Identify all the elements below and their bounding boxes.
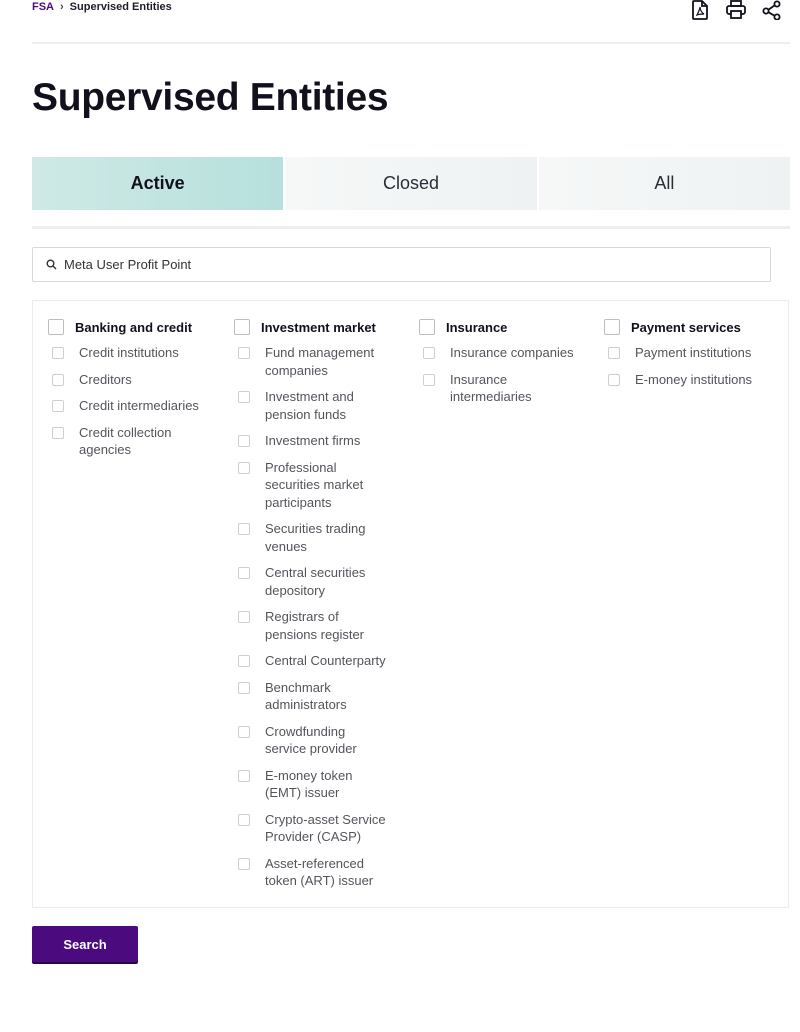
breadcrumb <box>32 0 172 14</box>
checkbox[interactable] <box>238 462 250 474</box>
option-label: Asset-referenced token (ART) issuer <box>265 855 374 888</box>
category-filters <box>32 300 789 908</box>
option-checkbox[interactable] <box>234 767 409 802</box>
option-label: Registrars of pensions register <box>265 609 364 642</box>
option-checkbox[interactable] <box>234 679 409 714</box>
filter-column-investment <box>234 318 409 899</box>
breadcrumb-current: Supervised Entities <box>69 1 172 13</box>
checkbox[interactable] <box>608 374 620 386</box>
checkbox[interactable] <box>238 391 250 403</box>
checkbox[interactable] <box>238 858 250 870</box>
option-checkbox[interactable] <box>234 388 409 423</box>
search-box <box>32 247 771 282</box>
top-bar <box>0 0 800 42</box>
tab-active[interactable]: Active <box>32 157 283 210</box>
checkbox[interactable] <box>238 682 250 694</box>
option-label: Crypto-asset Service Provider (CASP) <box>265 811 386 844</box>
checkbox[interactable] <box>238 347 250 359</box>
filter-column-insurance <box>419 318 594 415</box>
category-label: Payment services <box>631 319 741 335</box>
option-label: Credit intermediaries <box>79 398 199 413</box>
option-label: Investment and pension funds <box>265 389 354 422</box>
tabs-divider <box>32 226 790 229</box>
checkbox[interactable] <box>238 814 250 826</box>
checkbox[interactable] <box>423 374 435 386</box>
status-tabs <box>32 157 790 210</box>
checkbox[interactable] <box>608 347 620 359</box>
checkbox[interactable] <box>238 611 250 623</box>
option-label: Benchmark administrators <box>265 679 347 712</box>
option-label: Payment institutions <box>635 345 752 360</box>
option-label: Fund management companies <box>265 345 375 378</box>
option-checkbox[interactable] <box>48 371 223 389</box>
category-label: Banking and credit <box>75 319 193 335</box>
filter-column-banking <box>48 318 223 468</box>
option-label: Credit collection agencies <box>79 424 172 457</box>
checkbox[interactable] <box>238 655 250 667</box>
option-checkbox[interactable] <box>48 397 223 415</box>
option-label: Professional securities market participants <box>265 459 364 510</box>
checkbox[interactable] <box>52 427 64 439</box>
option-checkbox[interactable] <box>234 608 409 643</box>
search-icon <box>44 258 58 272</box>
checkbox[interactable] <box>52 347 64 359</box>
print-icon[interactable] <box>725 0 747 20</box>
checkbox[interactable] <box>238 726 250 738</box>
top-divider <box>32 42 790 44</box>
option-checkbox[interactable] <box>234 432 409 450</box>
option-checkbox[interactable] <box>48 424 223 459</box>
option-checkbox[interactable] <box>419 371 594 406</box>
option-label: Securities trading venues <box>265 521 366 554</box>
option-label: Investment firms <box>265 433 361 448</box>
option-label: Central securities depository <box>265 565 366 598</box>
option-label: Crowdfunding service provider <box>265 723 357 756</box>
category-label: Insurance <box>446 319 508 335</box>
option-checkbox[interactable] <box>48 344 223 362</box>
checkbox[interactable] <box>238 435 250 447</box>
search-button[interactable]: Search <box>32 926 138 962</box>
checkbox[interactable] <box>419 319 435 335</box>
category-checkbox-payment[interactable] <box>604 318 779 336</box>
page-title: Supervised Entities <box>32 76 389 119</box>
option-label: E-money token (EMT) issuer <box>265 767 353 800</box>
breadcrumb-separator: › <box>60 1 64 13</box>
checkbox[interactable] <box>52 400 64 412</box>
category-checkbox-insurance[interactable] <box>419 318 594 336</box>
share-icon[interactable] <box>761 0 783 20</box>
checkbox[interactable] <box>604 319 620 335</box>
tab-closed[interactable]: Closed <box>285 157 536 210</box>
breadcrumb-root-link[interactable]: FSA <box>32 1 54 13</box>
option-checkbox[interactable] <box>234 811 409 846</box>
option-label: Creditors <box>79 371 132 387</box>
option-label: E-money institutions <box>635 371 753 387</box>
category-checkbox-investment[interactable] <box>234 318 409 336</box>
option-label: Insurance companies <box>450 345 574 360</box>
option-checkbox[interactable] <box>234 520 409 555</box>
tab-all[interactable]: All <box>539 157 790 210</box>
checkbox[interactable] <box>48 319 64 335</box>
option-label: Central Counterparty <box>265 653 386 668</box>
search-input[interactable] <box>64 257 714 272</box>
option-checkbox[interactable] <box>234 723 409 758</box>
option-checkbox[interactable] <box>234 855 409 890</box>
option-checkbox[interactable] <box>604 371 779 389</box>
option-label: Credit institutions <box>79 345 179 360</box>
category-label: Investment market <box>261 319 376 335</box>
option-checkbox[interactable] <box>234 564 409 599</box>
checkbox[interactable] <box>238 523 250 535</box>
checkbox[interactable] <box>238 770 250 782</box>
checkbox[interactable] <box>234 319 250 335</box>
checkbox[interactable] <box>238 567 250 579</box>
option-checkbox[interactable] <box>234 652 409 670</box>
option-checkbox[interactable] <box>419 344 594 362</box>
option-label: Insurance intermediaries <box>450 371 532 404</box>
filter-column-payment <box>604 318 779 397</box>
category-checkbox-banking[interactable] <box>48 318 223 336</box>
option-checkbox[interactable] <box>604 344 779 362</box>
pdf-icon[interactable] <box>689 0 711 20</box>
option-checkbox[interactable] <box>234 344 409 379</box>
checkbox[interactable] <box>52 374 64 386</box>
option-checkbox[interactable] <box>234 459 409 512</box>
page-toolbar <box>689 0 783 20</box>
checkbox[interactable] <box>423 347 435 359</box>
